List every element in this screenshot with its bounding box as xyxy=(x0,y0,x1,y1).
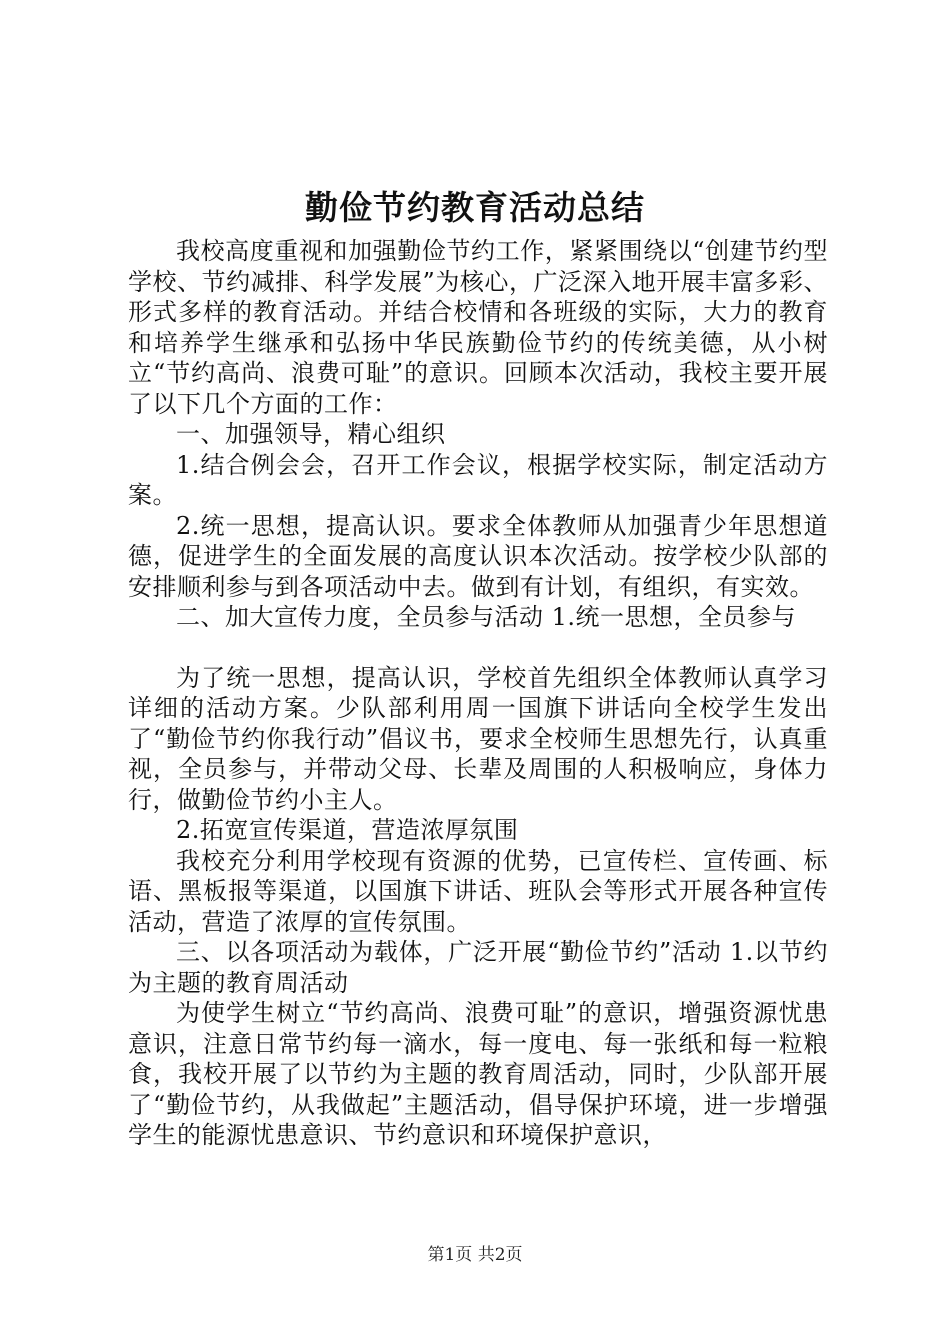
page-number-footer: 第1页 共2页 xyxy=(427,1245,523,1265)
list-item-1-1: 1.结合例会会，召开工作会议，根据学校实际，制定活动方案。 xyxy=(128,450,828,509)
document-title: 勤俭节约教育活动总结 xyxy=(305,188,645,227)
intro-paragraph: 我校高度重视和加强勤俭节约工作，紧紧围绕以“创建节约型学校、节约减排、科学发展”为核心，广泛深入地开展丰富多彩、形式多样的教育活动。并结合校情和各班级的实际，大力的教育和培养学生继承和弘扬中华民族勤俭节约的传统美德，从小树立“节约高尚、浪费可耻”的意识。回顾本次活动，我校主要开展了以下几个方面的工作： xyxy=(128,237,828,418)
list-item-2-2: 2.拓宽宣传渠道，营造浓厚氛围 xyxy=(176,816,519,844)
section-heading-3: 三、以各项活动为载体，广泛开展“勤俭节约”活动 1.以节约为主题的教育周活动 xyxy=(128,938,828,997)
section-heading-1: 一、加强领导，精心组织 xyxy=(176,420,446,448)
section-2-2-paragraph: 我校充分利用学校现有资源的优势，已宣传栏、宣传画、标语、黑板报等渠道，以国旗下讲话、班队会等形式开展各种宣传活动，营造了浓厚的宣传氛围。 xyxy=(128,846,828,936)
section-heading-2: 二、加大宣传力度，全员参与活动 1.统一思想，全员参与 xyxy=(176,603,797,631)
list-item-1-2: 2.统一思想，提高认识。要求全体教师从加强青少年思想道德，促进学生的全面发展的高度认识本次活动。按学校少队部的安排顺利参与到各项活动中去。做到有计划，有组织，有实效。 xyxy=(128,511,828,601)
document-body xyxy=(128,236,828,1151)
section-3-paragraph: 为使学生树立“节约高尚、浪费可耻”的意识，增强资源忧患意识，注意日常节约每一滴水，每一度电、每一张纸和每一粒粮食，我校开展了以节约为主题的教育周活动，同时，少队部开展了“勤俭节约，从我做起”主题活动，倡导保护环境，进一步增强学生的能源忧患意识、节约意识和环境保护意识， xyxy=(128,999,828,1149)
section-2-paragraph: 为了统一思想，提高认识，学校首先组织全体教师认真学习详细的活动方案。少队部利用周一国旗下讲话向全校学生发出了“勤俭节约你我行动”倡议书，要求全校师生思想先行，认真重视，全员参与，并带动父母、长辈及周围的人积极响应，身体力行，做勤俭节约小主人。 xyxy=(128,663,828,814)
